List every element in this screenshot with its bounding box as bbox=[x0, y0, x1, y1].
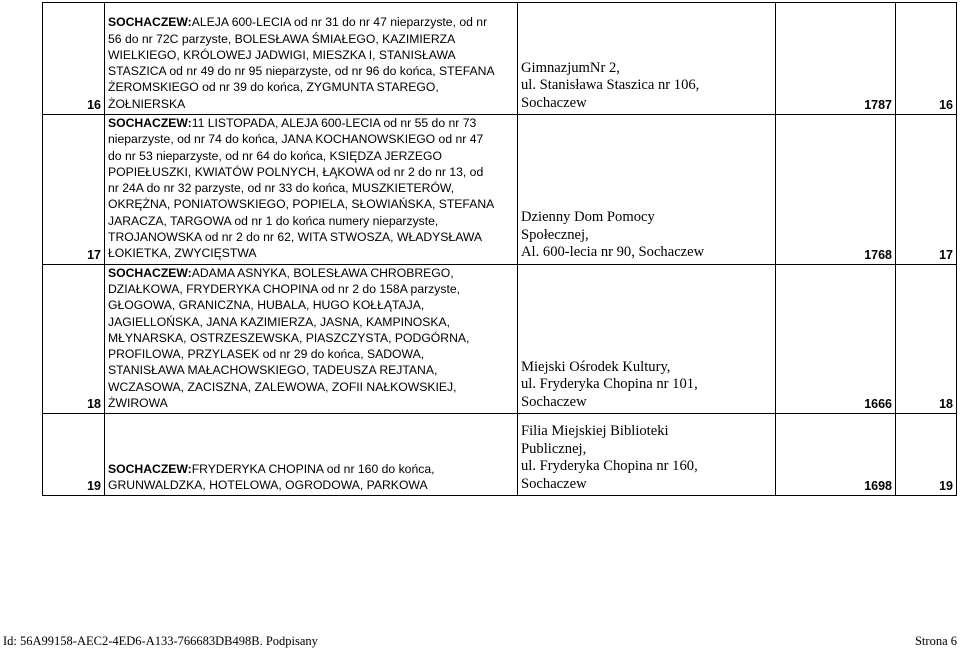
district-number: 16 bbox=[43, 3, 105, 115]
area-line: WCZASOWA, ZACISZNA, ZALEWOWA, ZOFII NAŁKOWSKIEJ, bbox=[108, 379, 457, 394]
table-row bbox=[43, 264, 957, 414]
commission-seat: GimnazjumNr 2, ul. Stanisława Staszica nr 106, Sochaczew bbox=[518, 3, 776, 115]
voter-count: 1787 bbox=[776, 3, 896, 115]
district-area bbox=[105, 3, 518, 115]
district-number: 18 bbox=[43, 264, 105, 414]
district-number-right: 18 bbox=[896, 264, 957, 414]
area-prefix: SOCHACZEW: bbox=[108, 15, 192, 30]
area-line: STASZICA od nr 49 do nr 95 nieparzyste, od nr 96 do końca, STEFANA bbox=[108, 64, 495, 79]
area-line: SOCHACZEW:FRYDERYKA CHOPINA od nr 160 do końca, bbox=[108, 461, 435, 476]
area-line: PROFILOWA, PRZYLASEK od nr 29 do końca, SADOWA, bbox=[108, 347, 425, 362]
area-line: SOCHACZEW:11 LISTOPADA, ALEJA 600-LECIA od nr 55 do nr 73 bbox=[108, 116, 477, 130]
district-number: 17 bbox=[43, 115, 105, 265]
area-line: nieparzyste, od nr 74 do końca, JANA KOCHANOWSKIEGO od nr 47 bbox=[108, 132, 484, 147]
area-line: STANISŁAWA MAŁACHOWSKIEGO, TADEUSZA REJTANA, bbox=[108, 363, 438, 378]
area-line: DZIAŁKOWA, FRYDERYKA CHOPINA od nr 2 do 158A parzyste, bbox=[108, 281, 461, 296]
districts-table bbox=[42, 2, 957, 496]
district-area bbox=[105, 264, 518, 414]
voter-count: 1666 bbox=[776, 264, 896, 414]
table-row bbox=[43, 115, 957, 265]
area-line: TROJANOWSKA od nr 2 do nr 62, WITA STWOSZA, WŁADYSŁAWA bbox=[108, 230, 483, 245]
document-id-footer: Id: 56A99158-AEC2-4ED6-A133-766683DB498B. Podpisany bbox=[3, 634, 318, 648]
area-prefix: SOCHACZEW: bbox=[108, 116, 192, 130]
district-number-right: 17 bbox=[896, 115, 957, 265]
district-number-right: 19 bbox=[896, 414, 957, 496]
area-line: do nr 53 nieparzyste, od nr 64 do końca, KSIĘDZA JERZEGO bbox=[108, 148, 442, 163]
area-line: SOCHACZEW:ALEJA 600-LECIA od nr 31 do nr 47 nieparzyste, od nr bbox=[108, 15, 488, 30]
area-line: ŻWIROWA bbox=[108, 396, 168, 411]
area-line: JARACZA, TARGOWA od nr 1 do końca numery nieparzyste, bbox=[108, 213, 439, 228]
area-prefix: SOCHACZEW: bbox=[108, 461, 192, 476]
commission-seat: Filia Miejskiej Biblioteki Publicznej, ul. Fryderyka Chopina nr 160, Sochaczew bbox=[518, 414, 776, 496]
area-line: JAGIELLOŃSKA, JANA KAZIMIERZA, JASNA, KAMPINOSKA, bbox=[108, 314, 451, 329]
area-line: 56 do nr 72C parzyste, BOLESŁAWA ŚMIAŁEGO, KAZIMIERZA bbox=[108, 31, 456, 46]
commission-seat: Miejski Ośrodek Kultury, ul. Fryderyka Chopina nr 101, Sochaczew bbox=[518, 264, 776, 414]
district-area bbox=[105, 115, 518, 265]
table-row bbox=[43, 414, 957, 496]
district-number-right: 16 bbox=[896, 3, 957, 115]
commission-seat: Dzienny Dom Pomocy Społecznej, Al. 600-lecia nr 90, Sochaczew bbox=[518, 115, 776, 265]
area-line: ŻOŁNIERSKA bbox=[108, 96, 186, 111]
area-prefix: SOCHACZEW: bbox=[108, 265, 192, 280]
area-line: ŁOKIETKA, ZWYCIĘSTWA bbox=[108, 246, 257, 261]
area-line: SOCHACZEW:ADAMA ASNYKA, BOLESŁAWA CHROBREGO, bbox=[108, 265, 454, 280]
area-line: ŻEROMSKIEGO od nr 39 do końca, ZYGMUNTA STAREGO, bbox=[108, 80, 439, 95]
area-line: OKRĘŻNA, PONIATOWSKIEGO, POPIELA, SŁOWIAŃSKA, STEFANA bbox=[108, 197, 495, 212]
area-line: POPIEŁUSZKI, KWIATÓW POLNYCH, ŁĄKOWA od nr 2 do nr 13, od bbox=[108, 164, 484, 179]
table-row bbox=[43, 3, 957, 115]
page-number: Strona 6 bbox=[914, 634, 957, 648]
area-line: WIELKIEGO, KRÓLOWEJ JADWIGI, MIESZKA I, STANISŁAWA bbox=[108, 47, 456, 62]
area-line: GŁOGOWA, GRANICZNA, HUBALA, HUGO KOŁŁĄTAJA, bbox=[108, 298, 425, 313]
voter-count: 1698 bbox=[776, 414, 896, 496]
area-line: GRUNWALDZKA, HOTELOWA, OGRODOWA, PARKOWA bbox=[108, 478, 428, 493]
voter-count: 1768 bbox=[776, 115, 896, 265]
district-area bbox=[105, 414, 518, 496]
area-line: nr 24A do nr 32 parzyste, od nr 33 do końca, MUSZKIETERÓW, bbox=[108, 181, 455, 196]
district-number: 19 bbox=[43, 414, 105, 496]
area-line: MŁYNARSKA, OSTRZESZEWSKA, PIASZCZYSTA, PODGÓRNA, bbox=[108, 330, 470, 345]
